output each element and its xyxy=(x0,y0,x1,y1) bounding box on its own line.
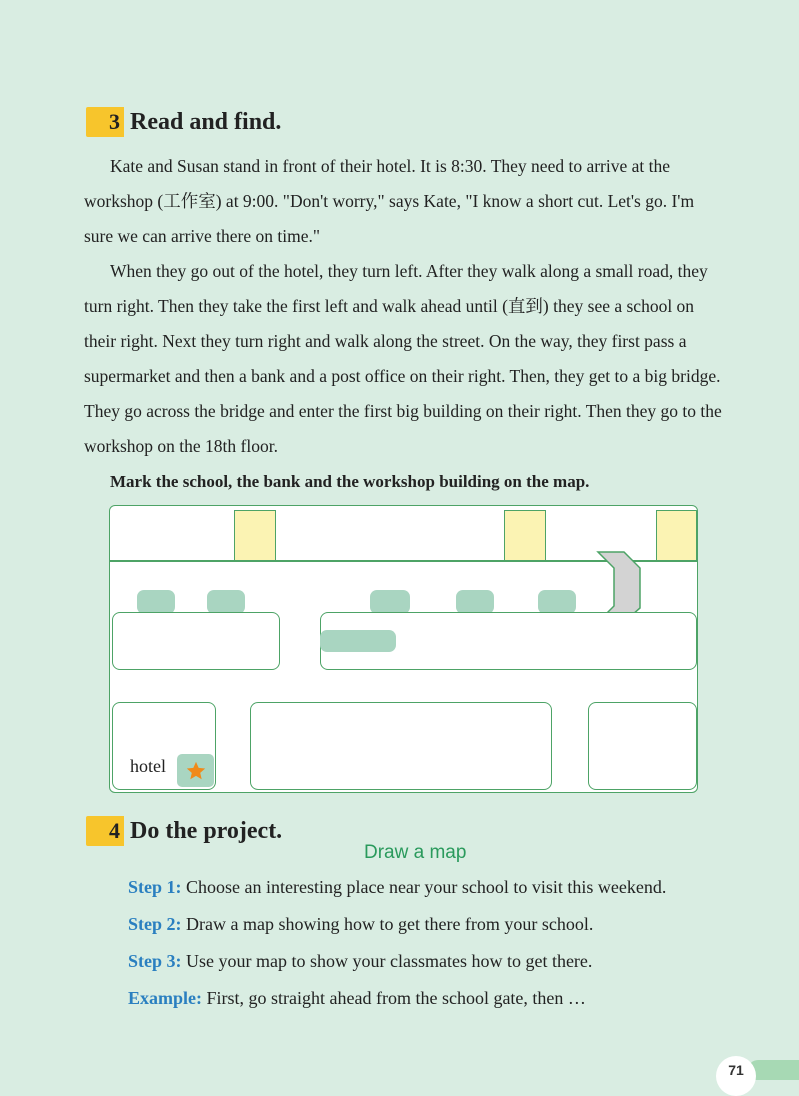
step-label: Step 1: xyxy=(128,877,182,897)
hotel-label: hotel xyxy=(130,756,166,776)
step-text: Choose an interesting place near your school to visit this weekend. xyxy=(181,877,667,897)
section-3-heading xyxy=(86,107,281,137)
story-text xyxy=(84,149,724,464)
car xyxy=(370,590,410,614)
car xyxy=(456,590,494,614)
block-bottom-center[interactable] xyxy=(250,702,552,790)
step-label: Step 2: xyxy=(128,914,182,934)
step-text: First, go straight ahead from the school gate, then … xyxy=(202,988,586,1008)
step-2 xyxy=(128,914,593,935)
step-text: Draw a map showing how to get there from your school. xyxy=(181,914,594,934)
step-label: Step 3: xyxy=(128,951,182,971)
section-4-heading xyxy=(86,816,282,846)
step-text: Use your map to show your classmates how to get there. xyxy=(181,951,593,971)
paragraph-2: When they go out of the hotel, they turn left. After they walk along a small road, they turn right. Then they take the first left and walk ahead until (直到) they see a school on their right. Next they turn right and walk along the street. On the way, they first pass a supermarket and then a bank and a post office on their right. Then, they get to a big bridge. They go across the bridge and enter the first big building on their right. Then they go to the workshop on the 18th floor. xyxy=(84,261,722,456)
hotel-marker[interactable] xyxy=(177,754,214,787)
car xyxy=(137,590,175,614)
step-1 xyxy=(128,877,666,898)
section-number-badge: 3 xyxy=(86,107,124,137)
star-icon xyxy=(185,760,207,782)
page-number: 71 xyxy=(716,1056,756,1096)
paragraph-1: Kate and Susan stand in front of their hotel. It is 8:30. They need to arrive at the workshop (工作室) at 9:00. "Don't worry," says Kate, "I know a short cut. Let's go. I'm sure we can arrive there on time." xyxy=(84,156,695,246)
section-number-badge: 4 xyxy=(86,816,124,846)
bus xyxy=(320,630,396,652)
example xyxy=(128,988,586,1009)
project-subtitle: Draw a map xyxy=(364,842,467,863)
car xyxy=(538,590,576,614)
section-title: Read and find. xyxy=(130,108,282,135)
map-instruction: Mark the school, the bank and the workshop building on the map. xyxy=(110,472,590,491)
step-label: Example: xyxy=(128,988,202,1008)
building-1[interactable] xyxy=(234,510,276,561)
building-2[interactable] xyxy=(504,510,546,561)
car xyxy=(207,590,245,614)
block-bottom-right[interactable] xyxy=(588,702,697,790)
step-3 xyxy=(128,951,592,972)
street-map xyxy=(109,505,698,793)
block-middle-left[interactable] xyxy=(112,612,280,670)
section-title: Do the project. xyxy=(130,817,283,844)
building-3[interactable] xyxy=(656,510,697,561)
